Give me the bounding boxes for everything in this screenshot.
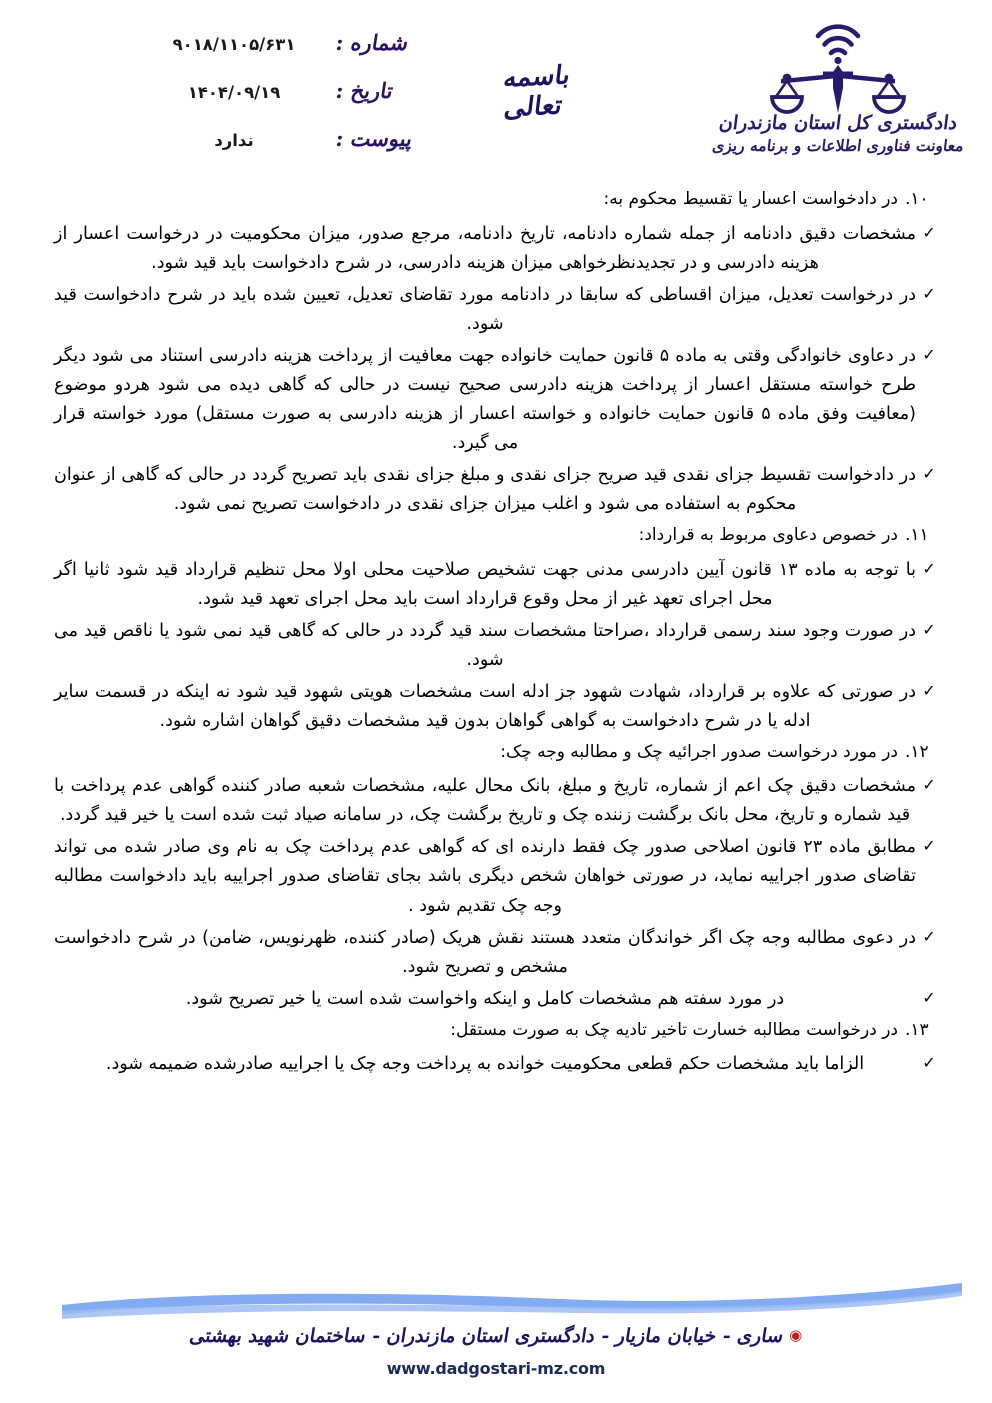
checklist-item [52,1050,942,1079]
checklist-item-text: در مورد سفته هم مشخصات کامل و اینکه واخواست شده است یا خیر تصریح شود. [185,988,785,1009]
organization-department: معاونت فناوری اطلاعات و برنامه ریزی [711,135,965,155]
checklist-item-text: مطابق ماده ۲۳ قانون اصلاحی صدور چک فقط دارنده ای که گواهی عدم پرداخت چک به نام وی صادر شده می تواند تقاضای صدور اجراییه نماید، در صورتی خواهان شخص دیگری باشد بجای تقاضای صدور اجراییه باید دادخواست مطالبه وجه چک تقدیم شود . [54,837,916,916]
checklist-item [52,617,942,675]
checklist-item-text: الزاما باید مشخصات حکم قطعی محکومیت خوانده به پرداخت وجه چک یا اجراییه صادرشده ضمیمه شود. [105,1054,865,1075]
section-number: ۱۳. [905,1019,929,1040]
section-number: ۱۰. [905,189,929,209]
wave-divider [0,1263,992,1319]
attachment-label: پیوست : [334,126,415,151]
section-title: در دادخواست اعسار یا تقسیط محکوم به: [603,189,898,209]
section-title: در مورد درخواست صدور اجرائیه چک و مطالبه وجه چک: [500,741,898,762]
section-heading [52,739,942,767]
scales-of-justice-wifi-icon [763,12,913,116]
section-title: در خصوص دعاوی مربوط به قرارداد: [638,525,898,545]
checklist-item-text: در دادخواست تقسیط جزای نقدی قید صریح جزای نقدی و مبلغ جزای نقدی باید تصریح گردد در حالی که گاهی از عنوان محکوم به استفاده می شود و اغلب میزان جزای نقدی در دادخواست تصریح نمی شود. [54,464,916,514]
footer-address-line [0,1325,992,1347]
footer-website-url[interactable]: www.dadgostari-mz.com [386,1359,606,1378]
checklist-item-text: در دعوی مطالبه وجه چک اگر خواندگان متعدد هستند نقش هریک (صادر کننده، ظهرنویس، ضامن) در شرح دادخواست مشخص و تصریح شود. [54,927,916,977]
meta-row-number [132,30,432,78]
checklist-item [52,985,942,1014]
checklist-item-text: در دعاوی خانوادگی وقتی به ماده ۵ قانون حمایت خانواده جهت معافیت از پرداخت هزینه دادرسی استناد می شود دیگر طرح خواسته مستقل اعسار از پرداخت هزینه دادرسی صحیح نیست در حالی که گاهی دیده می شود هردو موضوع (معافیت وفق ماده ۵ قانون حمایت خانواده و خواسته اعسار از هزینه دادرسی به صورت مستقل) مورد خواسته قرار می گیرد. [54,345,917,453]
section-heading [52,522,942,550]
checklist-item [52,772,942,830]
footer-address-text: ساری - خیابان مازیار - دادگستری استان مازندران - ساختمان شهید بهشتی [187,1325,785,1347]
checklist-item-text: با توجه به ماده ۱۳ قانون آیین دادرسی مدنی جهت تشخیص صلاحیت محلی اولا محل تنظیم قرارداد قید شود ثانیا اگر محل اجرای تعهد غیر از محل وقوع قرارداد است باید محل اجرای تعهد قید شود. [54,559,916,609]
basmala-text: باسمه تعالی [501,60,572,124]
checklist-item-text: مشخصات دقیق چک اعم از شماره، تاریخ و مبلغ، بانک محال علیه، مشخصات شعبه صادر کننده گواهی عدم پرداخت با قید شماره و تاریخ، محل بانک برگشت زننده چک و تاریخ برگشت چک، در سامانه صیاد ثبت شده است یا خیر قید گردد. [54,776,916,826]
checkmark-icon: ✓ [922,283,936,303]
number-label: شماره : [334,30,411,55]
checklist-item [52,556,942,614]
section-heading [52,1017,942,1045]
checkmark-icon: ✓ [922,222,936,242]
checkmark-icon: ✓ [922,926,936,946]
section-title: در درخواست مطالبه خسارت تاخیر تادیه چک به صورت مستقل: [450,1019,898,1040]
checkmark-icon: ✓ [922,558,936,578]
meta-row-date [132,78,432,126]
checklist-item [52,281,942,339]
document-meta [132,30,432,174]
number-value: ۹۰۱۸/۱۱۰۵/۶۳۱ [172,35,296,54]
checklist-item-text: در درخواست تعدیل، میزان اقساطی که سابقا در دادنامه مورد تقاضای تعدیل، تعیین شده باید در شرح دادخواست قید شود. [54,284,916,334]
letterhead [0,0,992,182]
location-pin-icon: ◉ [789,1326,803,1344]
section-number: ۱۱. [905,525,929,545]
checkmark-icon: ✓ [922,987,936,1007]
checklist-item-text: در صورت وجود سند رسمی قرارداد ،صراحتا مشخصات سند قید گردد در حالی که گاهی قید نمی شود یا ناقص قید می شود. [54,620,916,670]
checklist-item [52,924,942,982]
checklist-item [52,461,942,519]
date-value: ۱۴۰۴/۰۹/۱۹ [187,83,281,102]
organization-name: دادگستری کل استان مازندران [717,112,959,134]
organization-logo-block [702,12,974,156]
meta-row-attachment [132,126,432,174]
checkmark-icon: ✓ [922,680,936,700]
checklist-item [52,678,942,736]
checklist-item [52,220,942,278]
checklist-item [52,833,942,920]
document-body [52,186,942,1082]
checkmark-icon: ✓ [922,619,936,639]
section-number: ۱۲. [905,741,929,762]
checkmark-icon: ✓ [922,463,936,483]
section-heading [52,186,942,214]
checkmark-icon: ✓ [922,344,936,364]
checkmark-icon: ✓ [922,775,936,795]
attachment-value: ندارد [214,131,254,150]
checklist-item-text: مشخصات دقیق دادنامه از جمله شماره دادنامه، تاریخ دادنامه، مرجع صدور، میزان محکومیت در درخواست اعسار از هزینه دادرسی و در تجدیدنظرخواهی میزان هزینه دادرسی، در شرح دادخواست باید قید شود. [54,223,916,273]
page-footer [0,1263,992,1403]
checkmark-icon: ✓ [922,836,936,856]
date-label: تاریخ : [334,78,395,103]
checkmark-icon: ✓ [922,1053,936,1073]
checklist-item-text: در صورتی که علاوه بر قرارداد، شهادت شهود جز ادله است مشخصات هویتی شهود قید شود نه اینکه در قسمت سایر ادله یا در شرح دادخواست به گواهی گواهان بدون قید مشخصات دقیق گواهان اشاره شود. [54,681,916,731]
checklist-item [52,342,942,458]
